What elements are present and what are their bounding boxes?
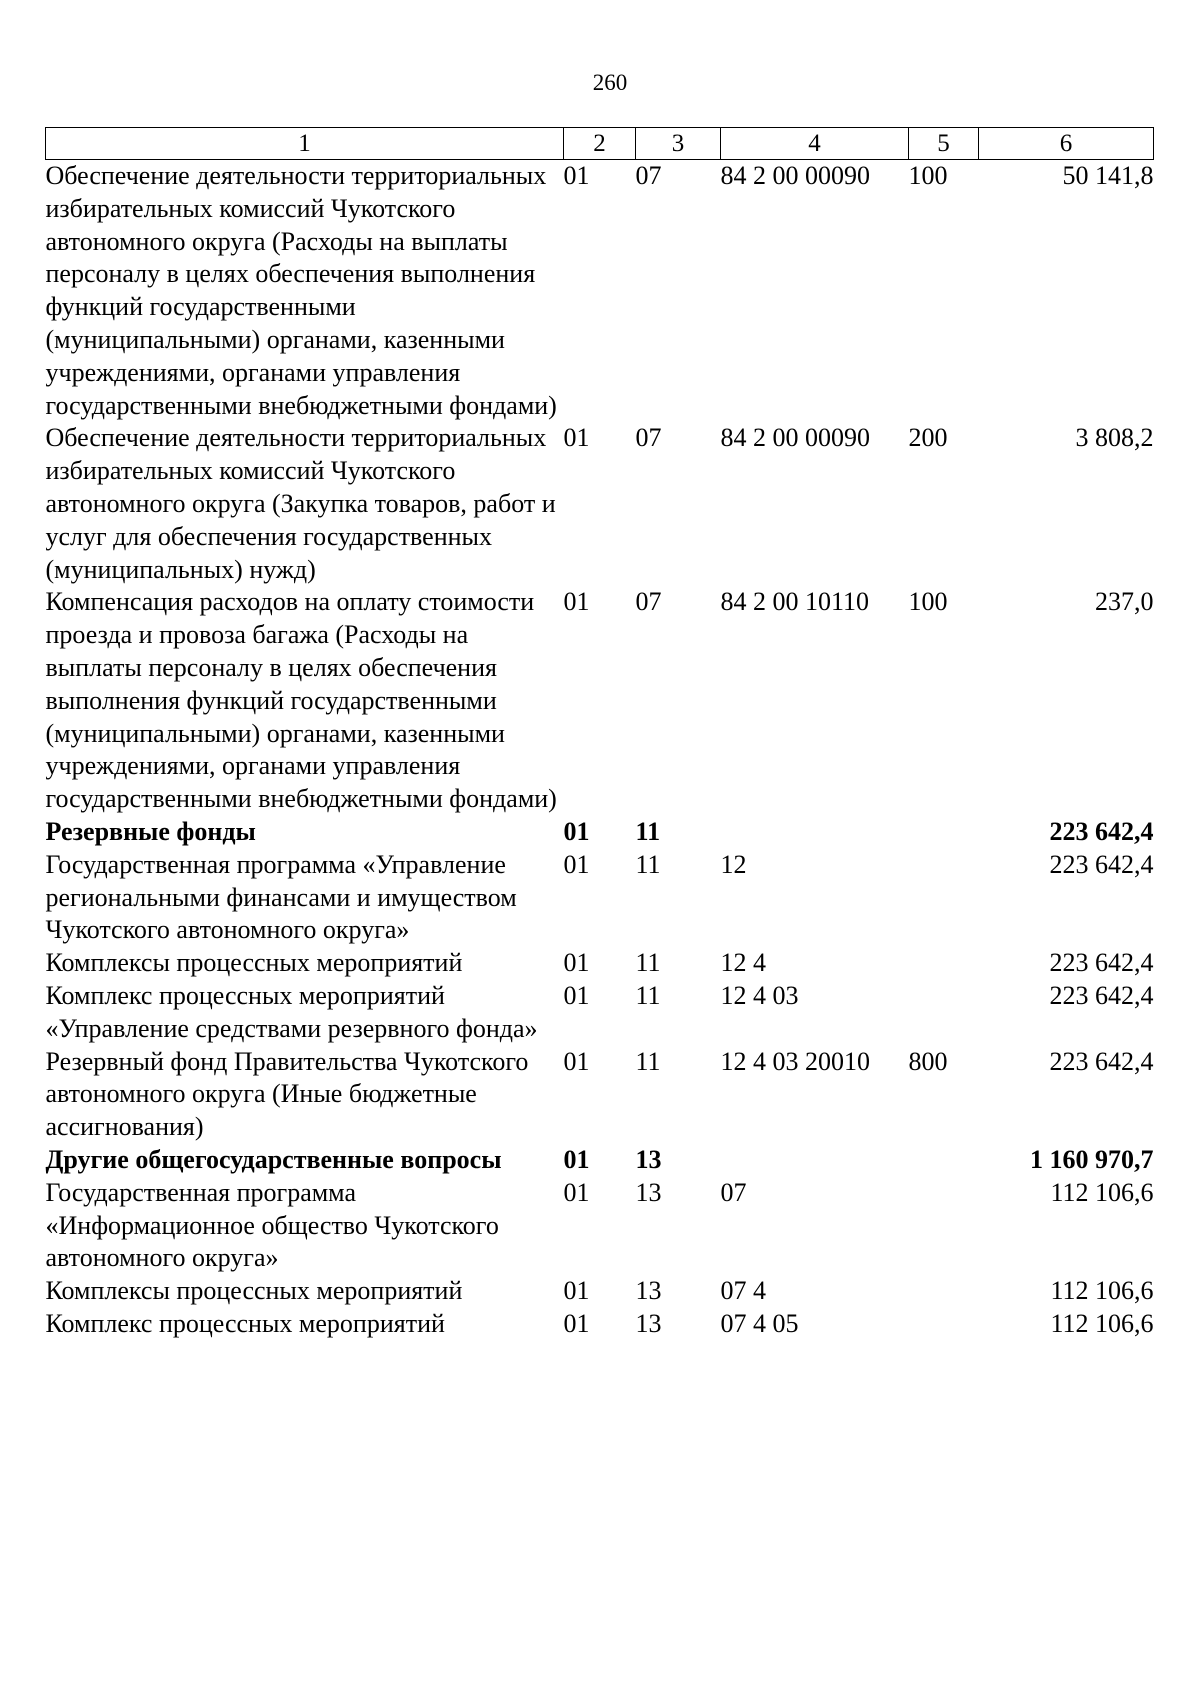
- row-name: Государственная программа «Управление региональными финансами и имуществом Чукотского автономного округа»: [45, 849, 517, 945]
- row-expense-type: [909, 1275, 979, 1308]
- row-expense-type: [909, 1177, 979, 1275]
- page-number: 260: [592, 70, 628, 95]
- row-section-code: 01: [563, 587, 590, 617]
- row-amount: 223 642,4: [1049, 1046, 1154, 1076]
- row-name: Государственная программа «Информационное общество Чукотского автономного округа»: [45, 1177, 499, 1273]
- row-section-code: 01: [563, 423, 590, 453]
- row-section-code: 01: [563, 816, 590, 846]
- row-expense-type: 800: [908, 1046, 948, 1076]
- budget-table: [45, 127, 1154, 1341]
- row-target-article: 07: [720, 1177, 747, 1207]
- row-target-article: 84 2 00 00090: [720, 423, 870, 453]
- row-expense-type: [909, 1144, 979, 1177]
- row-name: Другие общегосударственные вопросы: [45, 1144, 502, 1174]
- table-row: [46, 947, 1154, 980]
- row-expense-type: [909, 980, 979, 1046]
- table-row: [46, 1177, 1154, 1275]
- row-name: Резервный фонд Правительства Чукотского автономного округа (Иные бюджетные ассигнования): [45, 1046, 529, 1142]
- row-name: Комплекс процессных мероприятий: [45, 1308, 445, 1338]
- column-header-3: 3: [636, 128, 721, 160]
- row-name: Комплексы процессных мероприятий: [45, 1276, 463, 1306]
- row-expense-type: [909, 947, 979, 980]
- table-row: [46, 422, 1154, 586]
- table-row: [46, 1308, 1154, 1341]
- row-amount: 112 106,6: [1050, 1308, 1154, 1338]
- row-amount: 223 642,4: [1049, 816, 1154, 846]
- row-subsection-code: 07: [635, 161, 662, 190]
- row-target-article: 12: [720, 849, 747, 879]
- row-target-article: 84 2 00 10110: [720, 587, 870, 617]
- row-amount: 237,0: [1095, 587, 1154, 617]
- row-section-code: 01: [563, 1308, 590, 1338]
- row-target-article: 07 4 05: [720, 1308, 799, 1338]
- row-amount: 112 106,6: [1050, 1177, 1154, 1207]
- table-row: [46, 586, 1154, 816]
- table-row: [46, 1046, 1154, 1144]
- row-subsection-code: 11: [635, 1046, 661, 1076]
- row-target-article: 07 4: [720, 1276, 766, 1306]
- row-target-article: [721, 1144, 909, 1177]
- row-section-code: 01: [563, 1276, 590, 1306]
- row-target-article: 12 4: [720, 948, 766, 978]
- row-subsection-code: 13: [635, 1276, 662, 1306]
- row-section-code: 01: [563, 161, 590, 190]
- row-expense-type: 100: [908, 587, 948, 617]
- row-subsection-code: 07: [635, 587, 662, 617]
- row-expense-type: 100: [908, 161, 948, 190]
- row-expense-type: [909, 849, 979, 947]
- row-name: Резервные фонды: [45, 816, 256, 846]
- row-amount: 50 141,8: [1062, 161, 1154, 190]
- row-subsection-code: 11: [635, 849, 661, 879]
- row-name: Обеспечение деятельности территориальных избирательных комиссий Чукотского автономного округа (Расходы на выплаты персоналу в целях обеспечения выполнения функций государственными (муниципальными) органами, казенными учреждениями, органами управления государственными внебюджетными фондами): [45, 161, 557, 420]
- row-amount: 223 642,4: [1049, 980, 1154, 1010]
- row-subsection-code: 07: [635, 423, 662, 453]
- column-header-2: 2: [564, 128, 636, 160]
- row-subsection-code: 11: [635, 980, 661, 1010]
- column-header-5: 5: [909, 128, 979, 160]
- table-row-section: [46, 1144, 1154, 1177]
- row-expense-type: 200: [908, 423, 948, 453]
- row-target-article: [721, 816, 909, 849]
- column-header-6: 6: [979, 128, 1154, 160]
- column-header-4: 4: [721, 128, 909, 160]
- row-expense-type: [909, 816, 979, 849]
- row-name: Обеспечение деятельности территориальных избирательных комиссий Чукотского автономного округа (Закупка товаров, работ и услуг для обеспечения государственных (муниципальных) нужд): [45, 423, 556, 584]
- table-row: [46, 980, 1154, 1046]
- row-expense-type: [909, 1308, 979, 1341]
- row-target-article: 84 2 00 00090: [720, 161, 870, 190]
- row-section-code: 01: [563, 1177, 590, 1207]
- header-row: [46, 128, 1154, 160]
- row-section-code: 01: [563, 1046, 590, 1076]
- row-amount: 112 106,6: [1050, 1276, 1154, 1306]
- table-row: [46, 160, 1154, 423]
- row-amount: 223 642,4: [1049, 849, 1154, 879]
- table-row-section: [46, 816, 1154, 849]
- row-subsection-code: 13: [635, 1308, 662, 1338]
- row-subsection-code: 13: [635, 1177, 662, 1207]
- row-amount: 3 808,2: [1075, 423, 1154, 453]
- row-section-code: 01: [563, 1144, 590, 1174]
- row-subsection-code: 11: [635, 948, 661, 978]
- row-target-article: 12 4 03: [720, 980, 799, 1010]
- table-row: [46, 1275, 1154, 1308]
- row-subsection-code: 13: [635, 1144, 662, 1174]
- row-name: Комплексы процессных мероприятий: [45, 948, 463, 978]
- row-amount: 223 642,4: [1049, 948, 1154, 978]
- row-name: Комплекс процессных мероприятий «Управление средствами резервного фонда»: [45, 980, 538, 1043]
- table-row: [46, 849, 1154, 947]
- row-target-article: 12 4 03 20010: [720, 1046, 870, 1076]
- column-header-1: 1: [46, 128, 564, 160]
- row-name: Компенсация расходов на оплату стоимости проезда и провоза багажа (Расходы на выплаты персоналу в целях обеспечения выполнения функций государственными (муниципальными) органами, казенными учреждениями, органами управления государственными внебюджетными фондами): [45, 587, 557, 814]
- row-subsection-code: 11: [635, 816, 661, 846]
- row-section-code: 01: [563, 948, 590, 978]
- row-section-code: 01: [563, 849, 590, 879]
- row-section-code: 01: [563, 980, 590, 1010]
- row-amount: 1 160 970,7: [1030, 1144, 1154, 1174]
